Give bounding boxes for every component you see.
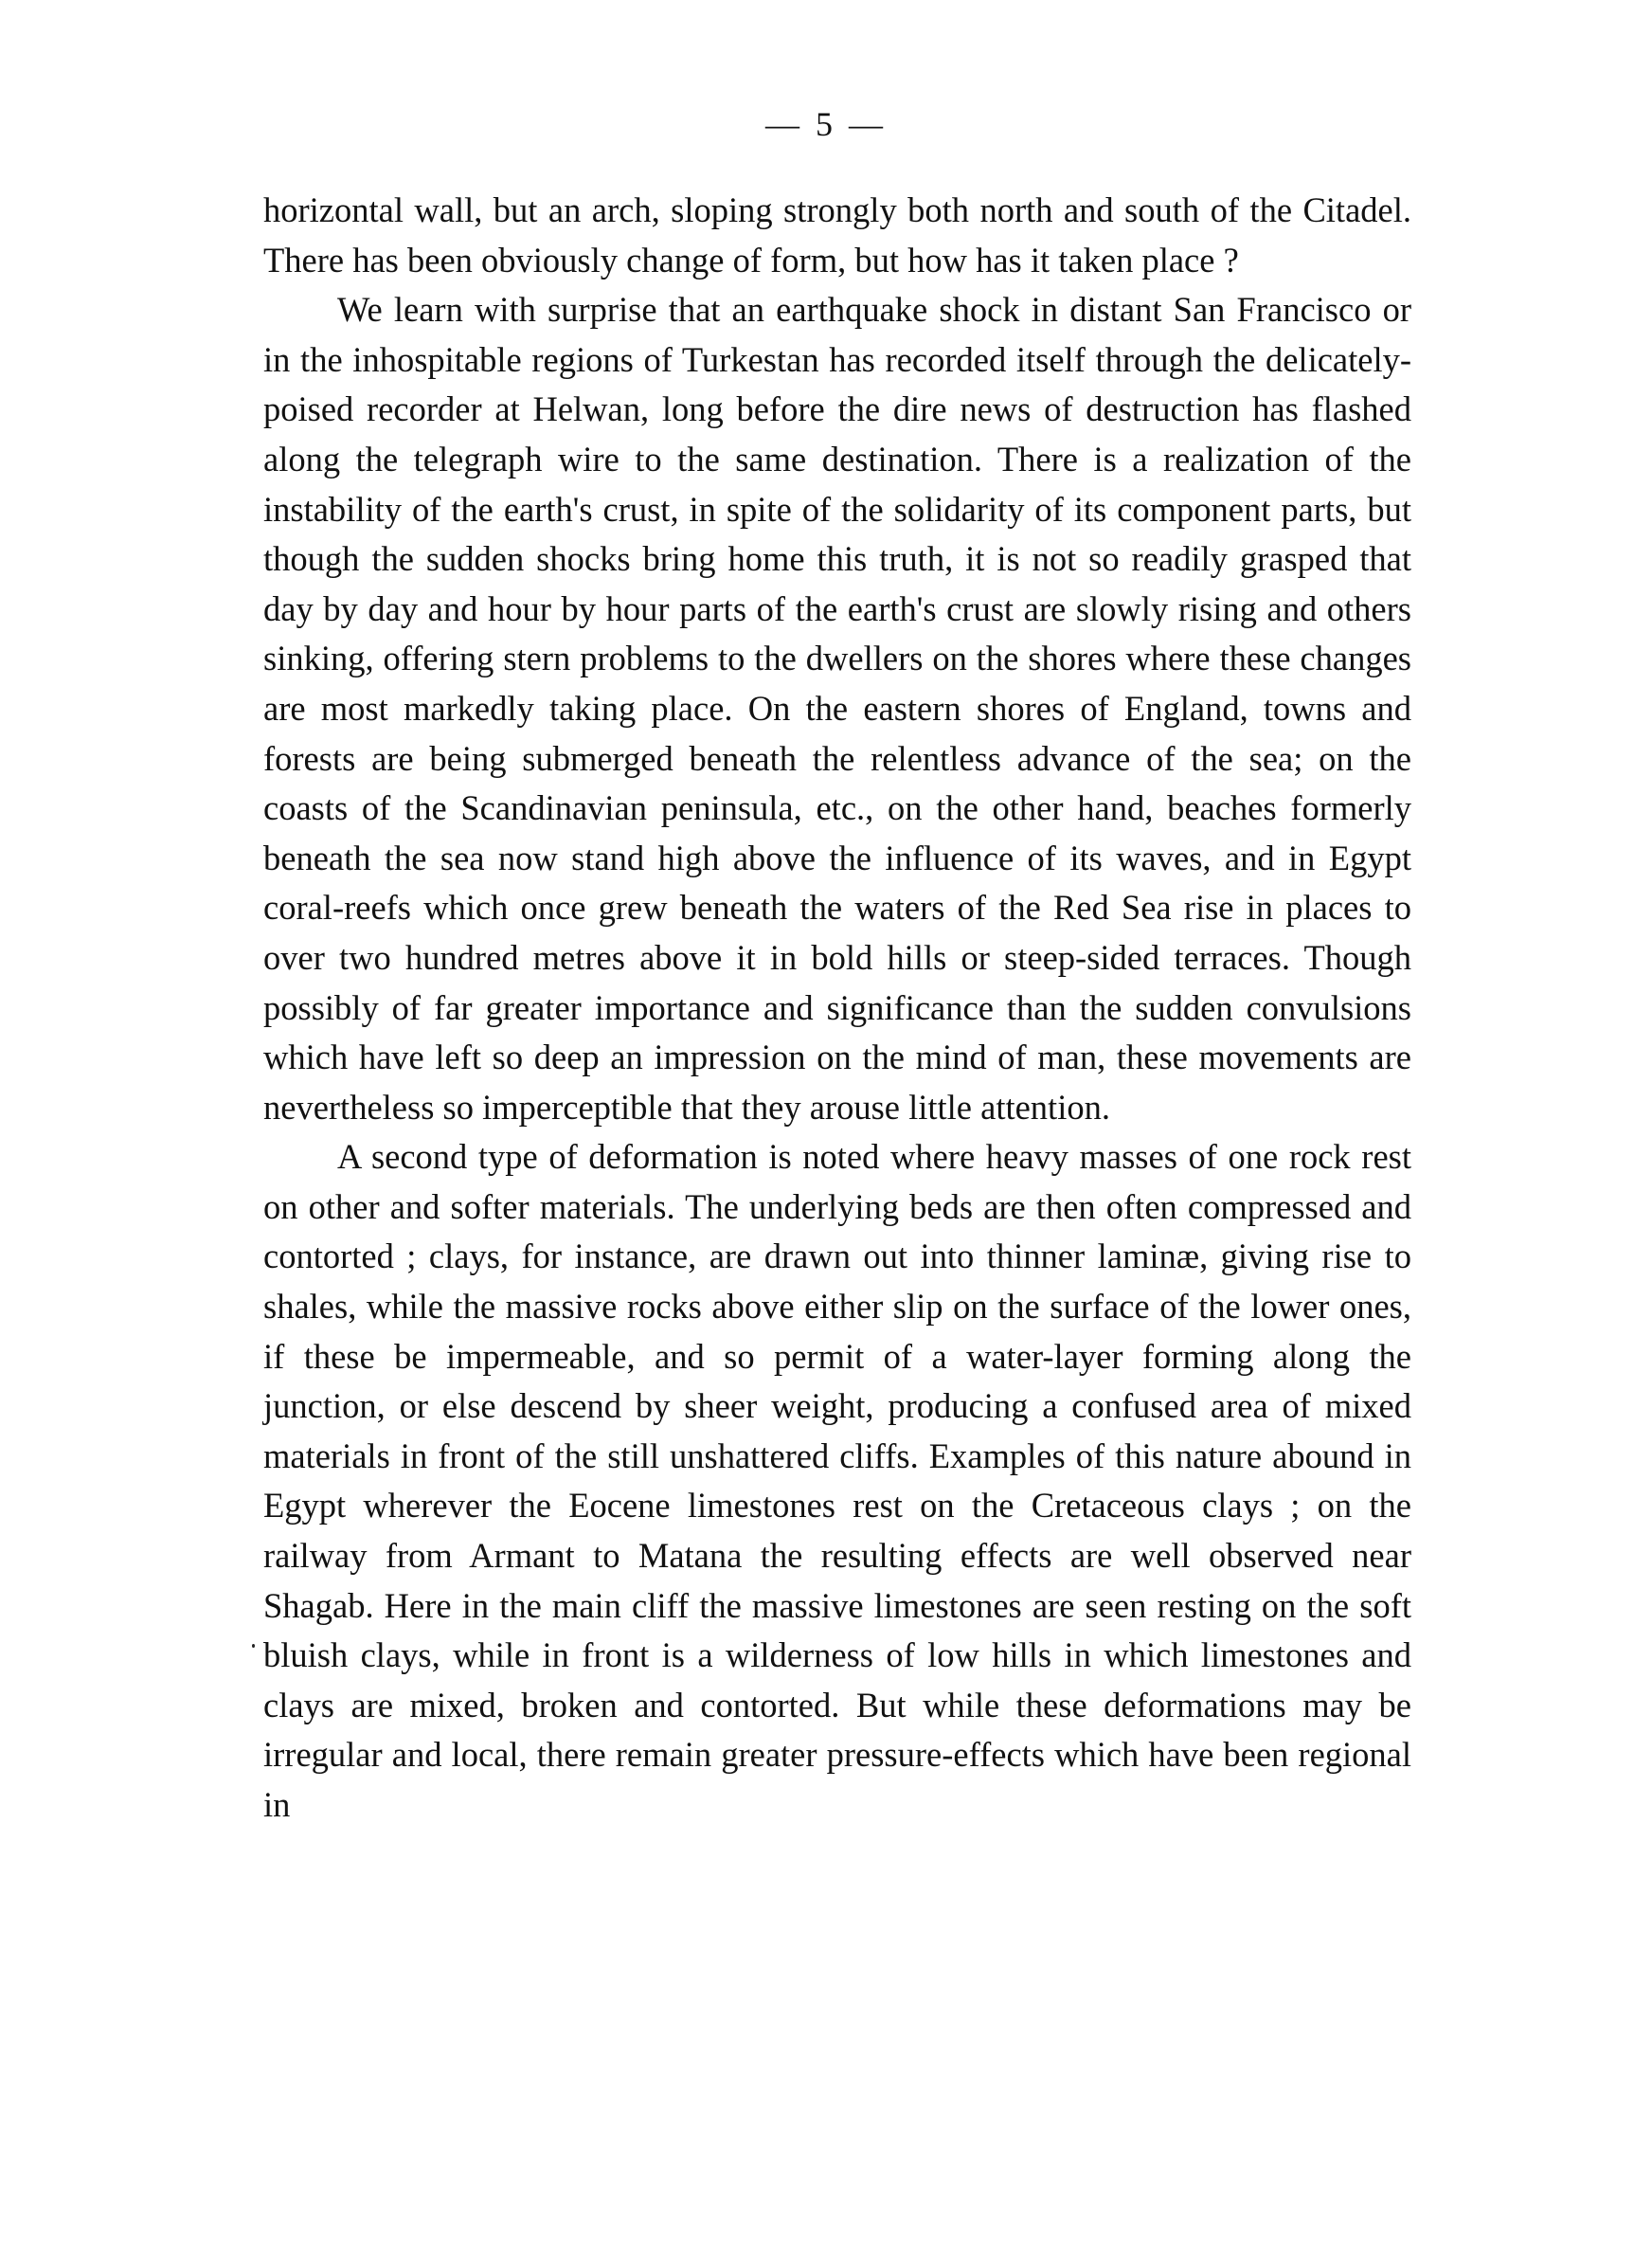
- page-number: — 5 —: [765, 105, 887, 143]
- paragraph-3: A second type of deformation is noted where heavy masses of one rock rest on other and softer materials. The underlying beds are then often compressed and contorted ; clays, for instance, are drawn out into thinner laminæ, giving rise to shales, while the massive rocks above either slip on the surface of the lower ones, if these be impermeable, and so permit of a water-layer forming along the junction, or else descend by sheer weight, producing a confused area of mixed materials in front of the still unshattered cliffs. Examples of this nature abound in Egypt wherever the Eocene limestones rest on the Cretaceous clays ; on the railway from Armant to Matana the resulting effects are well observed near Shagab. Here in the main cliff the massive limestones are seen resting on the soft bluish clays, while in front is a wilderness of low hills in which limestones and clays are mixed, broken and contorted. But while these deformations may be irregular and local, there remain greater pressure-effects which have been regional in: [263, 1137, 1411, 1824]
- paragraph-2: We learn with surprise that an earthquake shock in distant San Francisco or in the inhospitable regions of Turkestan has recorded itself through the delicately-poised recorder at Helwan, long before the dire news of destruction has flashed along the telegraph wire to the same destination. There is a realization of the instability of the earth's crust, in spite of the solidarity of its component parts, but though the sudden shocks bring home this truth, it is not so readily grasped that day by day and hour by hour parts of the earth's crust are slowly rising and others sinking, offering stern problems to the dwellers on the shores where these changes are most markedly taking place. On the eastern shores of England, towns and forests are being submerged beneath the relentless advance of the sea; on the coasts of the Scandinavian peninsula, etc., on the other hand, beaches formerly beneath the sea now stand high above the influence of its waves, and in Egypt coral-reefs which once grew beneath the waters of the Red Sea rise in places to over two hundred metres above it in bold hills or steep-sided terraces. Though possibly of far greater importance and significance than the sudden convulsions which have left so deep an impression on the mind of man, these movements are nevertheless so imperceptible that they arouse little attention.: [263, 290, 1411, 1127]
- paragraph-1: horizontal wall, but an arch, sloping strongly both north and south of the Citadel. There has been obviously change of form, but how has it taken place ?: [263, 190, 1411, 280]
- print-speck: [252, 1644, 255, 1648]
- body-text: [263, 186, 1411, 1831]
